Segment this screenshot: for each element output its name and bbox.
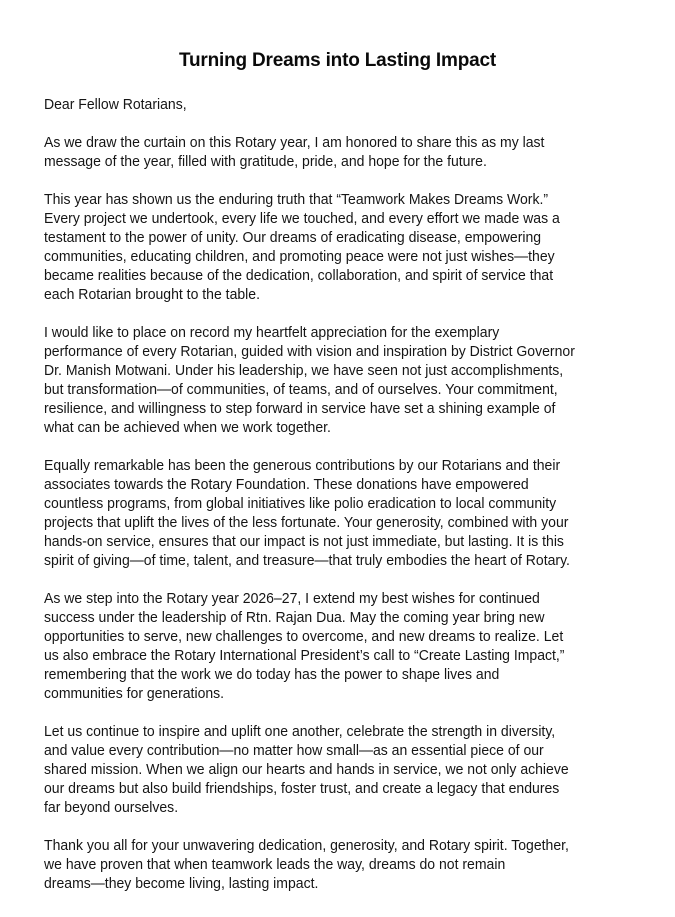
text-line: we have proven that when teamwork leads the way, dreams do not remain	[44, 856, 506, 873]
text-line: what can be achieved when we work together.	[44, 419, 331, 436]
text-line: Every project we undertook, every life we touched, and every effort we made was a	[44, 210, 560, 227]
text-line: became realities because of the dedication, collaboration, and spirit of service that	[44, 267, 554, 284]
text-line: associates towards the Rotary Foundation. These donations have empowered	[44, 476, 529, 493]
text-line: As we step into the Rotary year 2026–27, I extend my best wishes for continued	[44, 590, 540, 607]
text-line: spirit of giving—of time, talent, and treasure—that truly embodies the heart of Rotary.	[44, 552, 570, 569]
paragraph-closing-year	[44, 133, 675, 171]
text-line: each Rotarian brought to the table.	[44, 286, 260, 303]
paragraph-teamwork	[44, 190, 675, 304]
paragraph-next-year	[44, 589, 675, 703]
text-line: performance of every Rotarian, guided with vision and inspiration by District Governor	[44, 343, 575, 360]
text-line: remembering that the work we do today has the power to shape lives and	[44, 666, 500, 683]
letter-body	[44, 95, 675, 912]
text-line: hands-on service, ensures that our impact is not just immediate, but lasting. It is this	[44, 533, 564, 550]
paragraph-contributions	[44, 456, 675, 570]
text-line: testament to the power of unity. Our dreams of eradicating disease, empowering	[44, 229, 542, 246]
text-line: shared mission. When we align our hearts and hands in service, we not only achieve	[44, 761, 569, 778]
paragraph-thank-you	[44, 836, 675, 893]
text-line: Let us continue to inspire and uplift one another, celebrate the strength in diversity,	[44, 723, 556, 740]
text-line: dreams—they become living, lasting impact.	[44, 875, 319, 892]
text-line: Thank you all for your unwavering dedication, generosity, and Rotary spirit. Together,	[44, 837, 569, 854]
text-line: I would like to place on record my heartfelt appreciation for the exemplary	[44, 324, 500, 341]
paragraph-inspire	[44, 722, 675, 817]
text-line: our dreams but also build friendships, foster trust, and create a legacy that endures	[44, 780, 560, 797]
text-line: but transformation—of communities, of teams, and of ourselves. Your commitment,	[44, 381, 558, 398]
document-title: Turning Dreams into Lasting Impact	[179, 50, 496, 71]
text-line: projects that uplift the lives of the less fortunate. Your generosity, combined with your	[44, 514, 569, 531]
text-line: Equally remarkable has been the generous contributions by our Rotarians and their	[44, 457, 561, 474]
text-line: countless programs, from global initiatives like polio eradication to local community	[44, 495, 557, 512]
greeting-line: Dear Fellow Rotarians,	[44, 96, 187, 113]
paragraph-appreciation	[44, 323, 675, 437]
text-line: communities for generations.	[44, 685, 225, 702]
text-line: far beyond ourselves.	[44, 799, 179, 816]
text-line: communities, educating children, and promoting peace were not just wishes—they	[44, 248, 555, 265]
text-line: success under the leadership of Rtn. Rajan Dua. May the coming year bring new	[44, 609, 545, 626]
text-line: and value every contribution—no matter how small—as an essential piece of our	[44, 742, 544, 759]
text-line: resilience, and willingness to step forward in service have set a shining example of	[44, 400, 556, 417]
text-line: opportunities to serve, new challenges to overcome, and new dreams to realize. Let	[44, 628, 564, 645]
text-line: Dr. Manish Motwani. Under his leadership, we have seen not just accomplishments,	[44, 362, 564, 379]
text-line: message of the year, filled with gratitude, pride, and hope for the future.	[44, 153, 487, 170]
greeting	[44, 95, 675, 114]
text-line: This year has shown us the enduring truth that “Teamwork Makes Dreams Work.”	[44, 191, 549, 208]
text-line: us also embrace the Rotary International President’s call to “Create Lasting Impact,”	[44, 647, 565, 664]
text-line: As we draw the curtain on this Rotary year, I am honored to share this as my last	[44, 134, 545, 151]
